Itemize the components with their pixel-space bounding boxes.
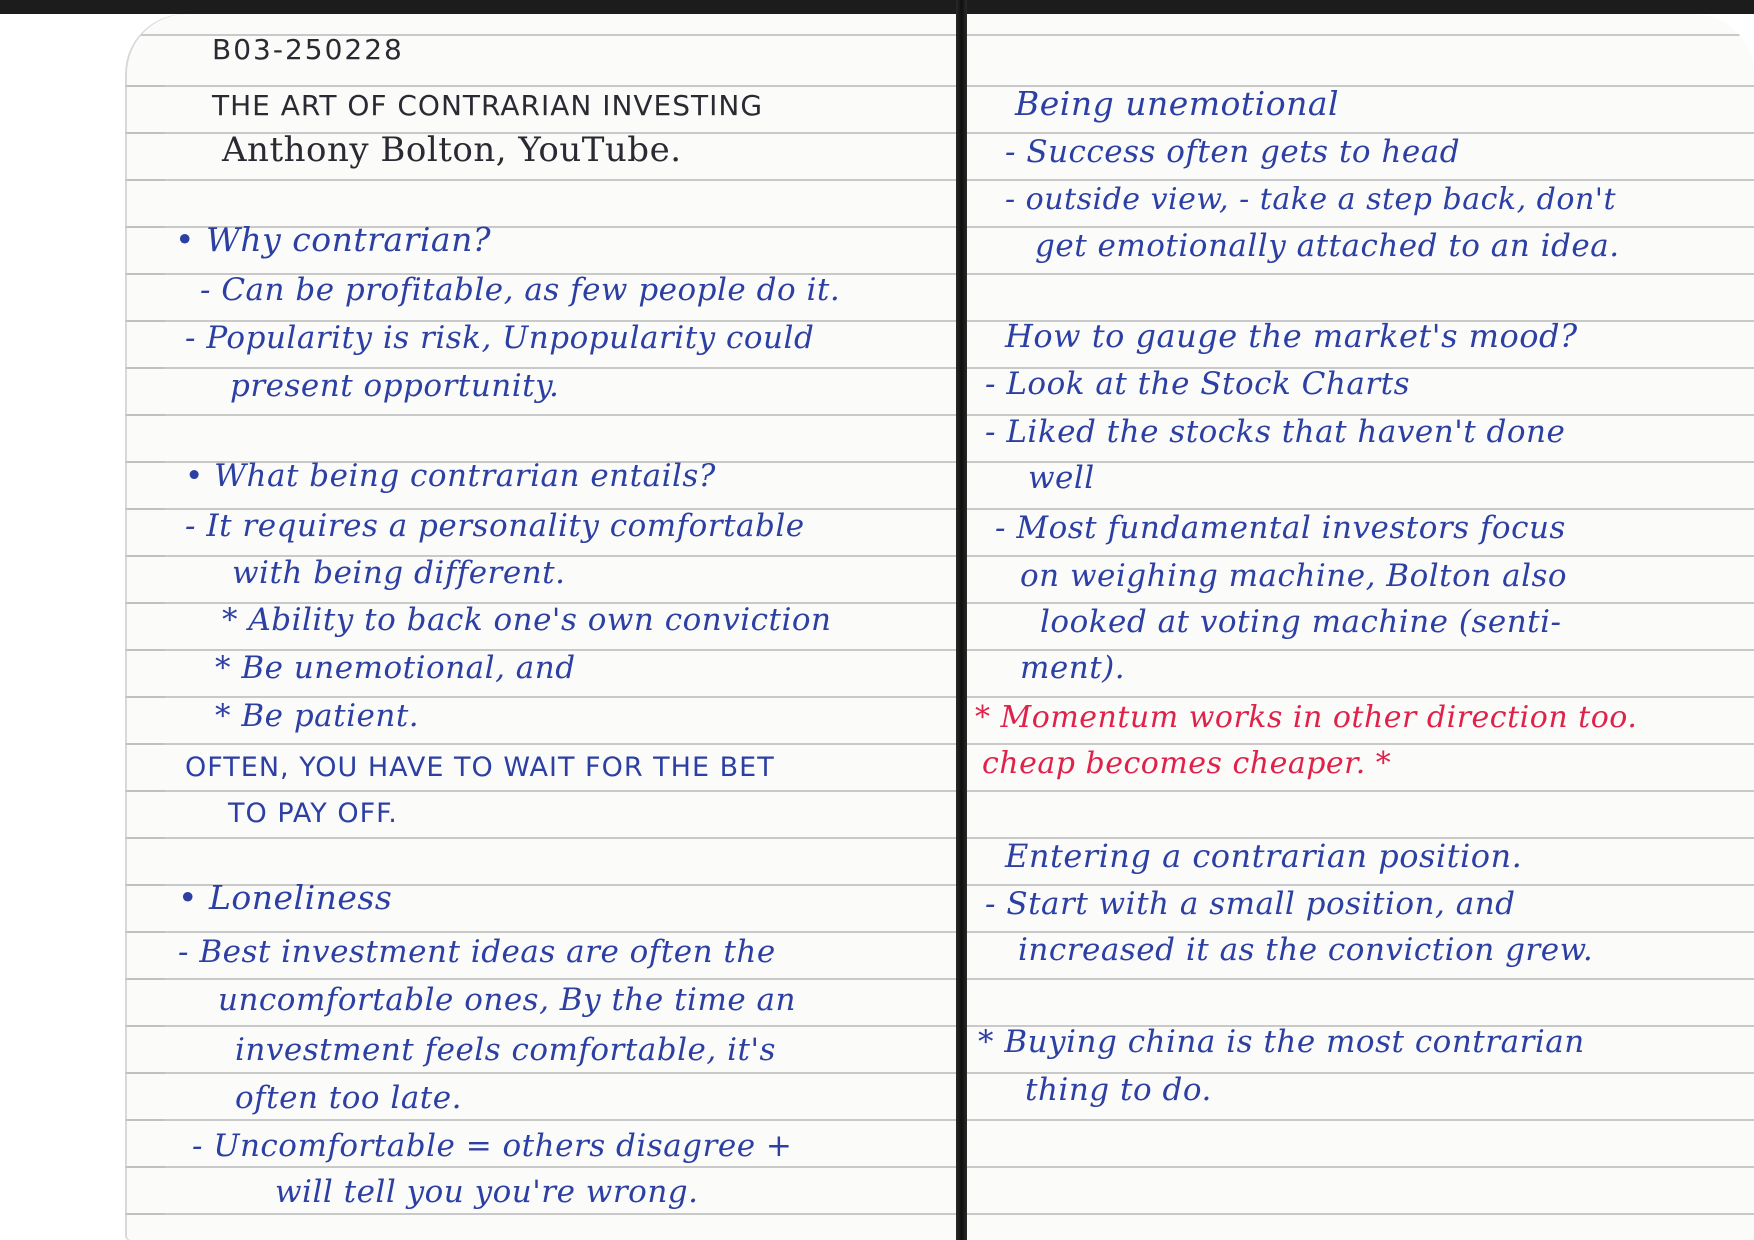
section-entails-line: * Ability to back one's own conviction <box>222 602 832 638</box>
china-note-line: * Buying china is the most contrarian <box>978 1024 1585 1060</box>
background-strip <box>0 0 1754 14</box>
section-entails-line: * Be unemotional, and <box>215 650 576 686</box>
section-why-line: present opportunity. <box>230 368 560 404</box>
section-mood-line: ment). <box>1020 650 1126 686</box>
note-code: B03-250228 <box>212 33 404 66</box>
section-entails-line: - It requires a personality comfortable <box>185 508 805 544</box>
section-entering-heading: Entering a contrarian position. <box>1005 837 1523 875</box>
section-why-heading: • Why contrarian? <box>175 220 492 259</box>
section-mood-line: well <box>1028 460 1095 496</box>
section-mood-line: - Liked the stocks that haven't done <box>985 414 1566 450</box>
section-mood-line: - Most fundamental investors focus <box>995 510 1566 546</box>
section-unemotional-line: get emotionally attached to an idea. <box>1035 228 1620 264</box>
section-unemotional-line: - outside view, - take a step back, don't <box>1005 182 1617 217</box>
section-loneliness-heading: • Loneliness <box>178 878 393 917</box>
notebook-spine <box>956 0 967 1240</box>
section-entails-line: with being different. <box>232 555 566 591</box>
section-loneliness-line: - Uncomfortable = others disagree + <box>192 1128 793 1164</box>
section-entering-line: - Start with a small position, and <box>985 886 1516 922</box>
china-note-line: thing to do. <box>1025 1072 1212 1108</box>
momentum-note-line: cheap becomes cheaper. * <box>982 746 1392 781</box>
caps-note-line: TO PAY OFF. <box>228 798 398 829</box>
section-loneliness-line: often too late. <box>235 1080 462 1116</box>
section-why-line: - Popularity is risk, Unpopularity could <box>185 320 815 356</box>
section-mood-line: - Look at the Stock Charts <box>985 366 1411 402</box>
section-loneliness-line: will tell you you're wrong. <box>275 1174 699 1210</box>
section-mood-heading: How to gauge the market's mood? <box>1005 317 1578 355</box>
section-mood-line: looked at voting machine (senti- <box>1040 604 1562 640</box>
section-entails-line: * Be patient. <box>215 698 420 734</box>
section-loneliness-line: investment feels comfortable, it's <box>235 1032 776 1068</box>
section-entering-line: increased it as the conviction grew. <box>1018 932 1594 968</box>
section-loneliness-line: - Best investment ideas are often the <box>178 934 776 970</box>
section-unemotional-heading: Being unemotional <box>1015 84 1340 123</box>
section-loneliness-line: uncomfortable ones, By the time an <box>218 982 796 1018</box>
section-unemotional-line: - Success often gets to head <box>1005 134 1461 170</box>
note-title: THE ART OF CONTRARIAN INVESTING <box>212 89 764 122</box>
section-entails-heading: • What being contrarian entails? <box>185 458 716 494</box>
section-mood-line: on weighing machine, Bolton also <box>1020 558 1568 594</box>
momentum-note-line: * Momentum works in other direction too. <box>975 700 1638 735</box>
note-source: Anthony Bolton, YouTube. <box>222 130 682 170</box>
left-page-margin <box>125 40 165 1230</box>
caps-note-line: OFTEN, YOU HAVE TO WAIT FOR THE BET <box>185 752 775 783</box>
section-why-line: - Can be profitable, as few people do it. <box>200 272 841 308</box>
